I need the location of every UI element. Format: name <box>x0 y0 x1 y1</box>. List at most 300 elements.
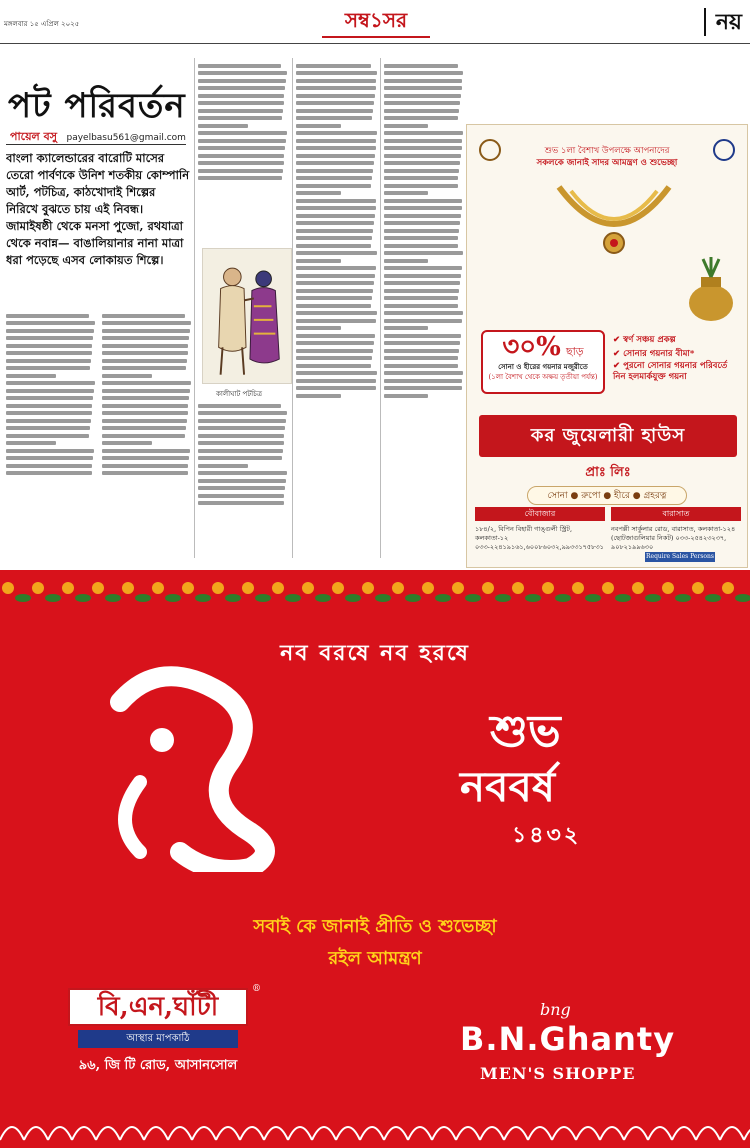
text-line <box>102 434 185 438</box>
text-line <box>296 266 376 270</box>
text-line <box>6 381 95 385</box>
border-arch <box>624 1127 648 1140</box>
marigold <box>632 582 644 594</box>
text-line <box>6 411 92 415</box>
marigold <box>722 582 734 594</box>
border-arch <box>456 1127 480 1140</box>
marigold <box>272 582 284 594</box>
text-line <box>384 169 459 173</box>
author-name: পায়েল বসু <box>10 130 57 143</box>
text-line <box>198 404 281 408</box>
border-arch <box>408 1127 432 1140</box>
text-line <box>198 154 284 158</box>
text-line <box>384 311 463 315</box>
leaf <box>645 594 661 602</box>
branch-address-barasat <box>611 525 739 552</box>
text-line <box>296 184 371 188</box>
text-line <box>6 359 91 363</box>
text-line <box>296 304 371 308</box>
text-line <box>296 274 375 278</box>
text-line <box>296 334 375 338</box>
ad-greeting-line-1: শুভ ১লা বৈশাখ উপলক্ষে আপনাদের <box>544 146 670 156</box>
text-line <box>296 64 371 68</box>
illustration-caption: কালীঘাট পটচিত্র <box>216 390 263 398</box>
column-rule <box>380 58 381 558</box>
text-line <box>384 394 428 398</box>
text-line <box>296 131 377 135</box>
bng-monogram: bng <box>540 1000 571 1019</box>
text-line <box>296 259 341 263</box>
leaf <box>495 594 511 602</box>
section-brand: সম্ব১সর <box>322 6 430 38</box>
text-line <box>102 321 191 325</box>
leaf <box>525 594 541 602</box>
text-line <box>296 289 373 293</box>
text-line <box>6 456 93 460</box>
leaf <box>225 594 241 602</box>
border-arch <box>744 1127 750 1140</box>
leaf <box>465 594 481 602</box>
text-line <box>296 364 371 368</box>
text-line <box>296 236 372 240</box>
shubho-text: শুভ <box>490 706 561 757</box>
marigold <box>212 582 224 594</box>
text-line <box>6 351 92 355</box>
text-line <box>384 86 462 90</box>
text-line <box>198 139 286 143</box>
text-line <box>198 79 286 83</box>
border-arch <box>336 1127 360 1140</box>
text-line <box>384 296 458 300</box>
border-arch <box>504 1127 528 1140</box>
text-line <box>384 334 461 338</box>
shubho-naboborsho <box>420 690 640 860</box>
text-line <box>6 366 90 370</box>
border-arch <box>192 1127 216 1140</box>
text-line <box>198 479 286 483</box>
jeweller-name: কর জুয়েলারী হাউস <box>479 415 737 457</box>
border-arch <box>288 1127 312 1140</box>
marigold <box>152 582 164 594</box>
text-line <box>296 199 376 203</box>
border-arch <box>24 1127 48 1140</box>
text-line <box>384 244 458 248</box>
text-line <box>296 319 376 323</box>
text-line <box>296 356 372 360</box>
text-line <box>384 289 459 293</box>
text-line <box>296 146 376 150</box>
brand-emblem-right <box>713 139 735 161</box>
leaf <box>255 594 271 602</box>
issue-date: মঙ্গলবার ১৫ এপ্রিল ২০২৫ <box>4 20 80 28</box>
text-line <box>296 394 341 398</box>
marigold <box>302 582 314 594</box>
leaf <box>615 594 631 602</box>
author-email: payelbasu561@gmail.com <box>66 133 186 143</box>
marigold <box>92 582 104 594</box>
marigold <box>62 582 74 594</box>
text-line <box>102 374 152 378</box>
text-line <box>384 176 458 180</box>
gold-necklace-image <box>549 181 679 261</box>
text-line <box>384 379 462 383</box>
ad-greeting <box>517 145 697 169</box>
border-arch <box>144 1127 168 1140</box>
text-line <box>296 124 341 128</box>
text-line <box>6 314 89 318</box>
phone-text: (ছোটজাগুলিয়ার নিকট) ০৩৩-২৫৪২৩২৩৭, ৯০৮২১৯৯৬৩০ <box>611 534 727 551</box>
marigold <box>242 582 254 594</box>
border-arch <box>0 1127 24 1140</box>
text-line <box>384 191 428 195</box>
border-arch <box>216 1127 240 1140</box>
marigold <box>182 582 194 594</box>
article-title: পট পরিবর্তন <box>8 86 186 126</box>
text-line <box>198 169 283 173</box>
text-line <box>384 221 460 225</box>
offer-bullets <box>613 333 741 383</box>
discount-word: ছাড় <box>565 345 584 358</box>
bottom-border-pattern <box>0 1110 750 1144</box>
text-line <box>198 131 287 135</box>
text-line <box>296 139 376 143</box>
text-line <box>102 396 189 400</box>
border-arch <box>96 1127 120 1140</box>
article-intro: বাংলা ক্যালেন্ডারের বারোটি মাসের তেরো পার্বণকে উনিশ শতকীয় কোম্পানি আর্ট, পটচিত্র, কাঠখোদাই শিল্পের নিরিখে বুঝতে চায় এই নিবন্ধ। জামাইষষ্ঠী থেকে মনসা পুজো, রথযাত্রা থেকে নবান্ন— বাঙালিয়ানার নানা মাত্রা ধরা পড়েছে এসব লোকায়ত শিল্পে। <box>6 151 190 267</box>
text-line <box>102 381 191 385</box>
text-line <box>296 94 375 98</box>
marigold <box>482 582 494 594</box>
border-arch <box>696 1127 720 1140</box>
text-line <box>6 441 56 445</box>
text-line <box>198 71 287 75</box>
text-line <box>384 281 460 285</box>
body-column-5 <box>384 60 464 560</box>
brand-emblem-left <box>479 139 501 161</box>
offer-bullet: ✔ স্বর্ণ সঞ্চয় প্রকল্প <box>613 335 676 345</box>
new-year-advertisement <box>0 570 750 1148</box>
leaf <box>345 594 361 602</box>
text-line <box>296 311 377 315</box>
bng-shop-name: B.N.Ghanty <box>460 1020 676 1058</box>
text-line <box>102 411 188 415</box>
text-line <box>198 116 282 120</box>
marigold <box>32 582 44 594</box>
text-line <box>296 281 374 285</box>
text-line <box>384 304 458 308</box>
border-arch <box>360 1127 384 1140</box>
text-line <box>384 109 459 113</box>
leaf <box>105 594 121 602</box>
text-line <box>296 229 373 233</box>
leaf <box>315 594 331 602</box>
leaf <box>375 594 391 602</box>
leaf <box>195 594 211 602</box>
text-line <box>198 441 284 445</box>
text-line <box>296 371 377 375</box>
leaf <box>735 594 750 602</box>
leaf <box>75 594 91 602</box>
discount-percent: ৩০% <box>502 332 561 362</box>
text-line <box>6 329 94 333</box>
border-arch <box>120 1127 144 1140</box>
text-line <box>102 449 190 453</box>
text-line <box>296 71 377 75</box>
branch-label-bowbazar: বৌবাজার <box>475 507 605 521</box>
text-line <box>296 214 375 218</box>
text-line <box>384 101 460 105</box>
text-line <box>6 321 95 325</box>
bng-shop-type: MEN'S SHOPPE <box>480 1064 636 1083</box>
body-column-2 <box>102 310 192 560</box>
text-line <box>296 379 376 383</box>
text-line <box>6 336 93 340</box>
offer-bullet: ✔ পুরনো সোনার গয়নার পরিবর্তে নিন হলমার্কযুক্ত গয়না <box>613 361 728 382</box>
jeweller-ltd: প্রাঃ লিঃ <box>585 465 631 480</box>
article <box>6 50 464 560</box>
leaf <box>45 594 61 602</box>
page-number: নয় <box>704 8 742 36</box>
address-text: ১৮৪/২, বিপিন বিহারী গাঙ্গুলী স্ট্রিট, কলকাতা-১২ <box>475 525 573 542</box>
marigold <box>332 582 344 594</box>
greeting-line-1: সবাই কে জানাই প্রীতি ও শুভেচ্ছা <box>253 916 497 937</box>
text-line <box>384 229 459 233</box>
marigold <box>452 582 464 594</box>
text-line <box>198 146 285 150</box>
text-line <box>296 251 377 255</box>
text-line <box>384 319 462 323</box>
text-line <box>198 464 248 468</box>
metals-line: সোনা ● রুপো ● হীরে ● গ্রহরত্ন <box>527 486 687 505</box>
border-arch <box>384 1127 408 1140</box>
text-line <box>6 449 94 453</box>
text-line <box>102 359 187 363</box>
leaf <box>675 594 691 602</box>
text-line <box>296 86 376 90</box>
text-line <box>198 411 287 415</box>
text-line <box>384 274 461 278</box>
text-line <box>384 386 462 390</box>
text-line <box>384 154 461 158</box>
text-line <box>384 356 458 360</box>
text-line <box>384 236 458 240</box>
marigold <box>572 582 584 594</box>
text-line <box>102 464 188 468</box>
text-line <box>6 404 92 408</box>
text-line <box>198 501 284 505</box>
branch-address-bowbazar <box>475 525 603 552</box>
marigold <box>122 582 134 594</box>
text-line <box>296 116 372 120</box>
text-line <box>384 341 460 345</box>
text-line <box>198 449 283 453</box>
text-line <box>384 364 458 368</box>
text-line <box>6 389 94 393</box>
border-arch <box>432 1127 456 1140</box>
text-line <box>198 94 284 98</box>
text-line <box>384 371 463 375</box>
text-line <box>296 386 376 390</box>
marigold <box>662 582 674 594</box>
text-line <box>384 349 459 353</box>
text-line <box>6 471 92 475</box>
border-arch <box>576 1127 600 1140</box>
article-illustration <box>202 248 292 384</box>
leaf <box>405 594 421 602</box>
text-line <box>102 351 188 355</box>
leaf <box>15 594 31 602</box>
body-column-3 <box>198 60 288 244</box>
text-line <box>384 131 463 135</box>
border-arch <box>168 1127 192 1140</box>
text-line <box>296 154 375 158</box>
text-line <box>384 259 428 263</box>
border-arch <box>240 1127 264 1140</box>
discount-note: সোনা ও হীরের গয়নার মজুরীতে <box>498 362 588 371</box>
jewellery-advertisement <box>466 124 748 568</box>
text-line <box>198 471 287 475</box>
branch-label-barasat: বারাসাত <box>611 507 741 521</box>
text-line <box>102 471 188 475</box>
page-header <box>0 0 750 44</box>
text-line <box>198 176 282 180</box>
text-line <box>102 336 189 340</box>
text-line <box>198 124 248 128</box>
decorative-sigil <box>100 662 290 872</box>
text-line <box>296 109 373 113</box>
ad-greeting-line-2: সকলকে জানাই সাদর আমন্ত্রণ ও শুভেচ্ছা <box>536 158 678 168</box>
text-line <box>384 206 462 210</box>
text-line <box>384 214 461 218</box>
text-line <box>384 139 462 143</box>
text-line <box>198 494 284 498</box>
text-line <box>102 441 152 445</box>
text-line <box>102 366 186 370</box>
text-line <box>384 251 463 255</box>
greeting-line-2: রইল আমন্ত্রণ <box>328 948 422 969</box>
text-line <box>296 79 376 83</box>
text-line <box>384 326 428 330</box>
text-line <box>296 191 341 195</box>
require-sales-note: Require Sales Persons <box>646 553 714 560</box>
text-line <box>6 464 92 468</box>
text-line <box>296 161 374 165</box>
text-line <box>296 101 374 105</box>
text-line <box>198 101 284 105</box>
text-line <box>198 434 284 438</box>
border-arch <box>48 1127 72 1140</box>
border-arch <box>312 1127 336 1140</box>
text-line <box>384 79 462 83</box>
text-line <box>6 434 89 438</box>
text-line <box>198 426 285 430</box>
marigold <box>602 582 614 594</box>
border-arch <box>528 1127 552 1140</box>
border-arch <box>552 1127 576 1140</box>
marigold <box>2 582 14 594</box>
body-column-1 <box>6 310 96 560</box>
border-arch <box>672 1127 696 1140</box>
border-arch <box>72 1127 96 1140</box>
text-line <box>384 199 462 203</box>
bn-tagline: আস্থার মাপকাঠি <box>78 1030 238 1048</box>
leaf <box>285 594 301 602</box>
text-line <box>198 64 281 68</box>
text-line <box>296 349 373 353</box>
text-line <box>6 419 91 423</box>
naboborsho-text: নববর্ষ <box>460 762 555 811</box>
text-line <box>384 161 460 165</box>
bn-address: ৯৬, জি টি রোড, আসানসোল <box>78 1058 238 1073</box>
leaf <box>705 594 721 602</box>
border-arch <box>264 1127 288 1140</box>
registered-mark: ® <box>252 984 261 994</box>
text-line <box>296 206 376 210</box>
bn-ghanty-logo: বি,এন,ঘাঁটী <box>68 988 248 1026</box>
text-line <box>102 329 190 333</box>
title-divider <box>6 144 186 145</box>
text-line <box>198 161 284 165</box>
offer-bullet: ✔ সোনার গয়নার বীমা* <box>613 349 695 359</box>
text-line <box>198 419 286 423</box>
border-arch <box>720 1127 744 1140</box>
ad-headline: নব বরষে নব হরষে <box>280 640 470 666</box>
leaf <box>165 594 181 602</box>
border-arch <box>600 1127 624 1140</box>
text-line <box>384 94 461 98</box>
text-line <box>296 244 371 248</box>
marigold <box>692 582 704 594</box>
top-garland <box>0 576 750 610</box>
text-line <box>384 184 458 188</box>
text-line <box>198 109 283 113</box>
text-line <box>198 86 285 90</box>
text-line <box>198 486 285 490</box>
text-line <box>6 344 92 348</box>
text-line <box>384 124 428 128</box>
body-column-4 <box>296 60 378 560</box>
marigold <box>542 582 554 594</box>
text-line <box>296 169 373 173</box>
leaf <box>135 594 151 602</box>
text-line <box>102 426 186 430</box>
discount-box <box>481 330 605 394</box>
text-line <box>6 426 90 430</box>
text-line <box>384 266 462 270</box>
text-line <box>296 296 372 300</box>
text-line <box>296 326 341 330</box>
border-arch <box>648 1127 672 1140</box>
text-line <box>102 314 185 318</box>
border-arch <box>480 1127 504 1140</box>
text-line <box>384 146 462 150</box>
year-text: ১৪৩২ <box>512 822 582 848</box>
text-line <box>6 374 56 378</box>
phone-text: ০৩৩-২২৪১৯১৬১,৬০০৮৬০৩২,৯৯৩৩১৭৫৮৩১ <box>475 543 604 551</box>
leaf <box>585 594 601 602</box>
text-line <box>384 64 458 68</box>
text-line <box>296 176 372 180</box>
text-line <box>102 404 188 408</box>
body-column-3b <box>198 400 288 560</box>
text-line <box>296 221 374 225</box>
leaf <box>555 594 571 602</box>
text-line <box>198 456 282 460</box>
text-line <box>102 389 190 393</box>
kalash-image <box>681 255 741 325</box>
column-rule <box>292 58 293 558</box>
marigold <box>512 582 524 594</box>
